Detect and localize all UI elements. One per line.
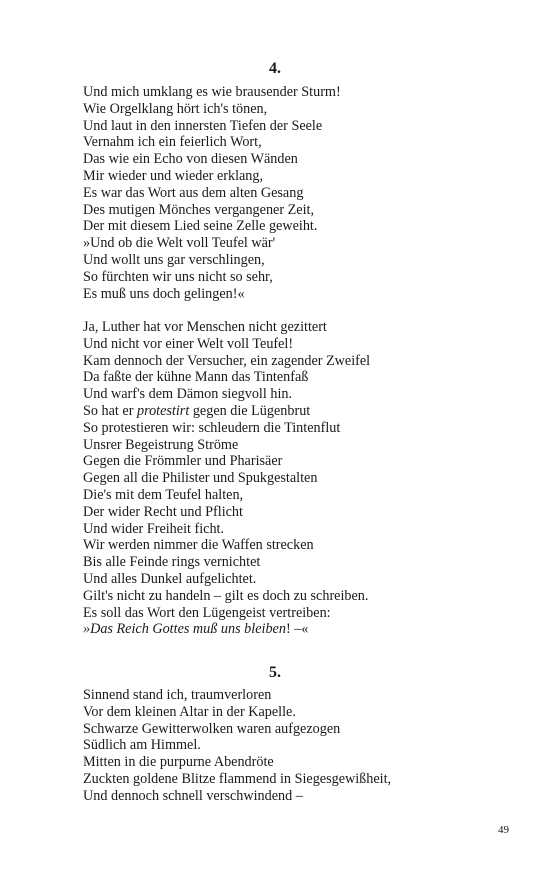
poem-line: Und laut in den innersten Tiefen der Seele (83, 117, 323, 134)
poem-line: Bis alle Feinde rings vernichtet (83, 554, 261, 571)
text-segment: ! –« (285, 621, 309, 638)
stanza-3 (83, 687, 523, 805)
poem-line: Schwarze Gewitterwolken waren aufgezogen (83, 720, 341, 737)
poem-line: Vor dem kleinen Altar in der Kapelle. (83, 703, 296, 720)
poem-line: So protestieren wir: schleudern die Tintenflut (83, 419, 341, 436)
poem-line: Es soll das Wort den Lügengeist vertreiben: (83, 604, 331, 621)
poem-line: Zuckten goldene Blitze flammend in Siegesgewißheit, (83, 770, 392, 787)
poem-line: Und alles Dunkel aufgelichtet. (83, 570, 257, 587)
poem-line: Und wollt uns gar verschlingen, (83, 251, 265, 268)
poem-line: Und warf's dem Dämon siegvoll hin. (83, 386, 293, 403)
poem-line: »Und ob die Welt voll Teufel wär' (83, 235, 276, 252)
poem-line: Und wider Freiheit ficht. (83, 520, 225, 537)
poem-line-protestirt (83, 403, 523, 420)
poem-line: Und dennoch schnell verschwindend – (83, 787, 303, 804)
text-segment: gegen die Lügenbrut (189, 402, 311, 419)
poem-line: Unsrer Begeistrung Ströme (83, 436, 239, 453)
poem-line: Und mich umklang es wie brausender Sturm! (83, 84, 341, 100)
poem-line: Das wie ein Echo von diesen Wänden (83, 151, 298, 168)
poem-line: Die's mit dem Teufel halten, (83, 486, 244, 503)
poem-line: Der wider Recht und Pflicht (83, 503, 243, 520)
stanza-1 (83, 84, 523, 302)
poem-line: Vernahm ich ein feierlich Wort, (83, 134, 262, 151)
poem-line: Kam dennoch der Versucher, ein zagender Zweifel (83, 352, 371, 369)
poem-line: Südlich am Himmel. (83, 737, 201, 754)
poem-line: Mitten in die purpurne Abendröte (83, 754, 274, 771)
poem-line: Ja, Luther hat vor Menschen nicht gezittert (83, 319, 327, 335)
poem-line: Der mit diesem Lied seine Zelle geweiht. (83, 218, 318, 235)
poem-line: Es war das Wort aus dem alten Gesang (83, 184, 304, 201)
poem-line: Gegen die Frömmler und Pharisäer (83, 453, 283, 470)
italic-quote: »Das Reich Gottes muß uns bleiben (83, 621, 286, 638)
poem-line: So fürchten wir uns nicht so sehr, (83, 268, 273, 285)
poem-line: Gilt's nicht zu handeln – gilt es doch zu schreiben. (83, 587, 369, 604)
page-number: 49 (498, 824, 509, 836)
poem-line: Es muß uns doch gelingen!« (83, 285, 245, 302)
poem-line: Und nicht vor einer Welt voll Teufel! (83, 335, 294, 352)
poem-line: Des mutigen Mönches vergangener Zeit, (83, 201, 315, 218)
text-segment: So hat er (83, 402, 137, 419)
section-heading-5: 5. (269, 664, 281, 681)
stanza-2 (83, 319, 523, 638)
poem-line: Wie Orgelklang hört ich's tönen, (83, 100, 268, 117)
poem-line: Gegen all die Philister und Spukgestalten (83, 470, 318, 487)
poem-line: Mir wieder und wieder erklang, (83, 167, 264, 184)
section-heading-4: 4. (269, 60, 281, 77)
italic-emphasis: protestirt (136, 402, 190, 419)
poem-line: Da faßte der kühne Mann das Tintenfaß (83, 369, 309, 386)
poem-line: Wir werden nimmer die Waffen strecken (83, 537, 314, 554)
poem-line-final (83, 621, 523, 638)
poem-line: Sinnend stand ich, traumverloren (83, 687, 272, 703)
